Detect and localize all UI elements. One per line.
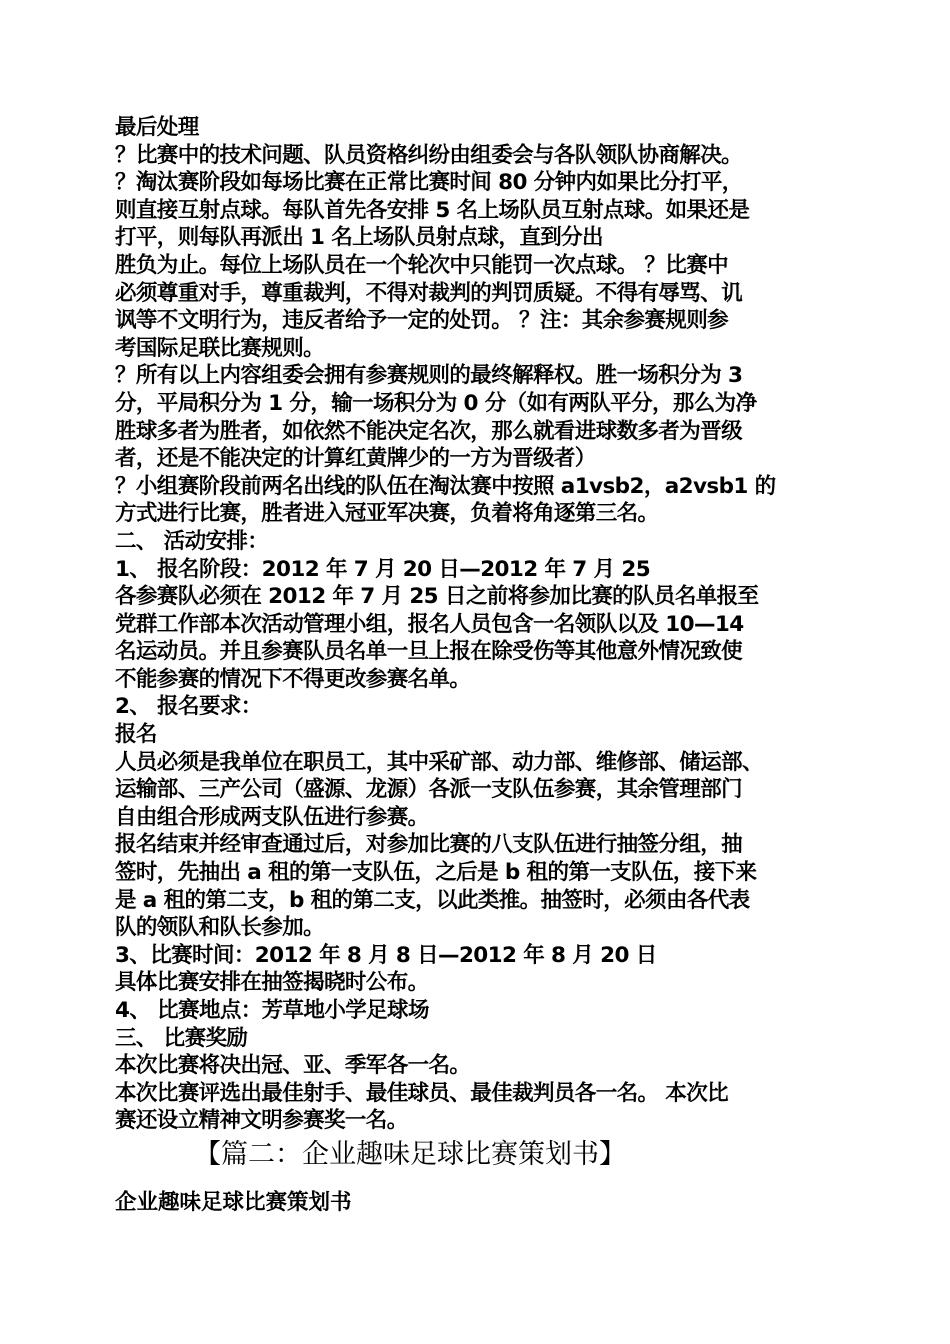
text-line: 者，还是不能决定的计算红黄牌少的一方为晋级者）	[115, 446, 596, 472]
text-line: 本次比赛评选出最佳射手、最佳球员、最佳裁判员各一名。 本次比	[115, 1080, 728, 1106]
text-line: 打平，则每队再派出 1 名上场队员射点球，直到分出	[115, 225, 603, 251]
document-page	[115, 114, 850, 1217]
text-line: 讽等不文明行为，违反者给予一定的处罚。 ？注：其余参赛规则参	[115, 308, 728, 334]
text-line: 名运动员。并且参赛队员名单一旦上报在除受伤等其他意外情况致使	[115, 639, 743, 665]
text-line: ？小组赛阶段前两名出线的队伍在淘汰赛中按照 a1vsb2，a2vsb1 的	[115, 473, 776, 499]
text-line: 人员必须是我单位在职员工，其中采矿部、动力部、维修部、储运部、	[115, 749, 763, 775]
text-line: 2、 报名要求：	[115, 694, 262, 720]
text-line: 三、 比赛奖励	[115, 1025, 248, 1051]
text-line: 各参赛队必须在 2012 年 7 月 25 日之前将参加比赛的队员名单报至	[115, 584, 759, 610]
text-line: 报名结束并经审查通过后，对参加比赛的八支队伍进行抽签分组，抽	[115, 832, 743, 858]
text-line: 3、比赛时间：2012 年 8 月 8 日—2012 年 8 月 20 日	[115, 942, 657, 968]
text-line: 具体比赛安排在抽签揭晓时公布。	[115, 970, 429, 996]
text-line: 分，平局积分为 1 分，输一场积分为 0 分（如有两队平分，那么为净	[115, 390, 757, 416]
text-line: ？淘汰赛阶段如每场比赛在正常比赛时间 80 分钟内如果比分打平，	[115, 170, 743, 196]
text-line: 自由组合形成两支队伍进行参赛。	[115, 804, 429, 830]
text-line: ？所有以上内容组委会拥有参赛规则的最终解释权。胜一场积分为 3	[115, 363, 743, 389]
text-line: 本次比赛将决出冠、亚、季军各一名。	[115, 1053, 471, 1079]
text-line: 签时，先抽出 a 租的第一支队伍，之后是 b 租的第一支队伍，接下来	[115, 860, 757, 886]
text-line: 方式进行比赛，胜者进入冠亚军决赛，负着将角逐第三名。	[115, 501, 659, 527]
text-line: ？比赛中的技术问题、队员资格纠纷由组委会与各队领队协商解决。	[115, 142, 743, 168]
text-line: 报名	[115, 722, 157, 748]
text-line: 二、 活动安排：	[115, 528, 269, 554]
text-line: 是 a 租的第二支，b 租的第二支，以此类推。抽签时，必须由各代表	[115, 887, 750, 913]
text-line: 1、 报名阶段：2012 年 7 月 20 日—2012 年 7 月 25	[115, 556, 651, 582]
document-body	[115, 114, 850, 1135]
text-line: 胜负为止。每位上场队员在一个轮次中只能罚一次点球。 ？比赛中	[115, 252, 728, 278]
text-line: 最后处理	[115, 115, 199, 140]
section-heading: 【篇二：企业趣味足球比赛策划书】	[194, 1138, 626, 1170]
text-line: 党群工作部本次活动管理小组，报名人员包含一名领队以及 10—14	[115, 611, 744, 637]
text-line: 队的领队和队长参加。	[115, 915, 325, 941]
text-line: 必须尊重对手，尊重裁判，不得对裁判的判罚质疑。不得有辱骂、讥	[115, 280, 743, 306]
text-line: 赛还设立精神文明参赛奖一名。	[115, 1108, 408, 1134]
text-line: 运输部、三产公司（盛源、龙源）各派一支队伍参赛，其余管理部门	[115, 777, 743, 803]
section-subtitle: 企业趣味足球比赛策划书	[115, 1189, 352, 1215]
text-line: 考国际足联比赛规则。	[115, 335, 325, 361]
text-line: 不能参赛的情况下不得更改参赛名单。	[115, 666, 471, 692]
text-line: 4、 比赛地点：芳草地小学足球场	[115, 998, 429, 1023]
text-line: 则直接互射点球。每队首先各安排 5 名上场队员互射点球。如果还是	[115, 197, 750, 223]
text-line: 胜球多者为胜者，如依然不能决定名次，那么就看进球数多者为晋级	[115, 418, 743, 444]
